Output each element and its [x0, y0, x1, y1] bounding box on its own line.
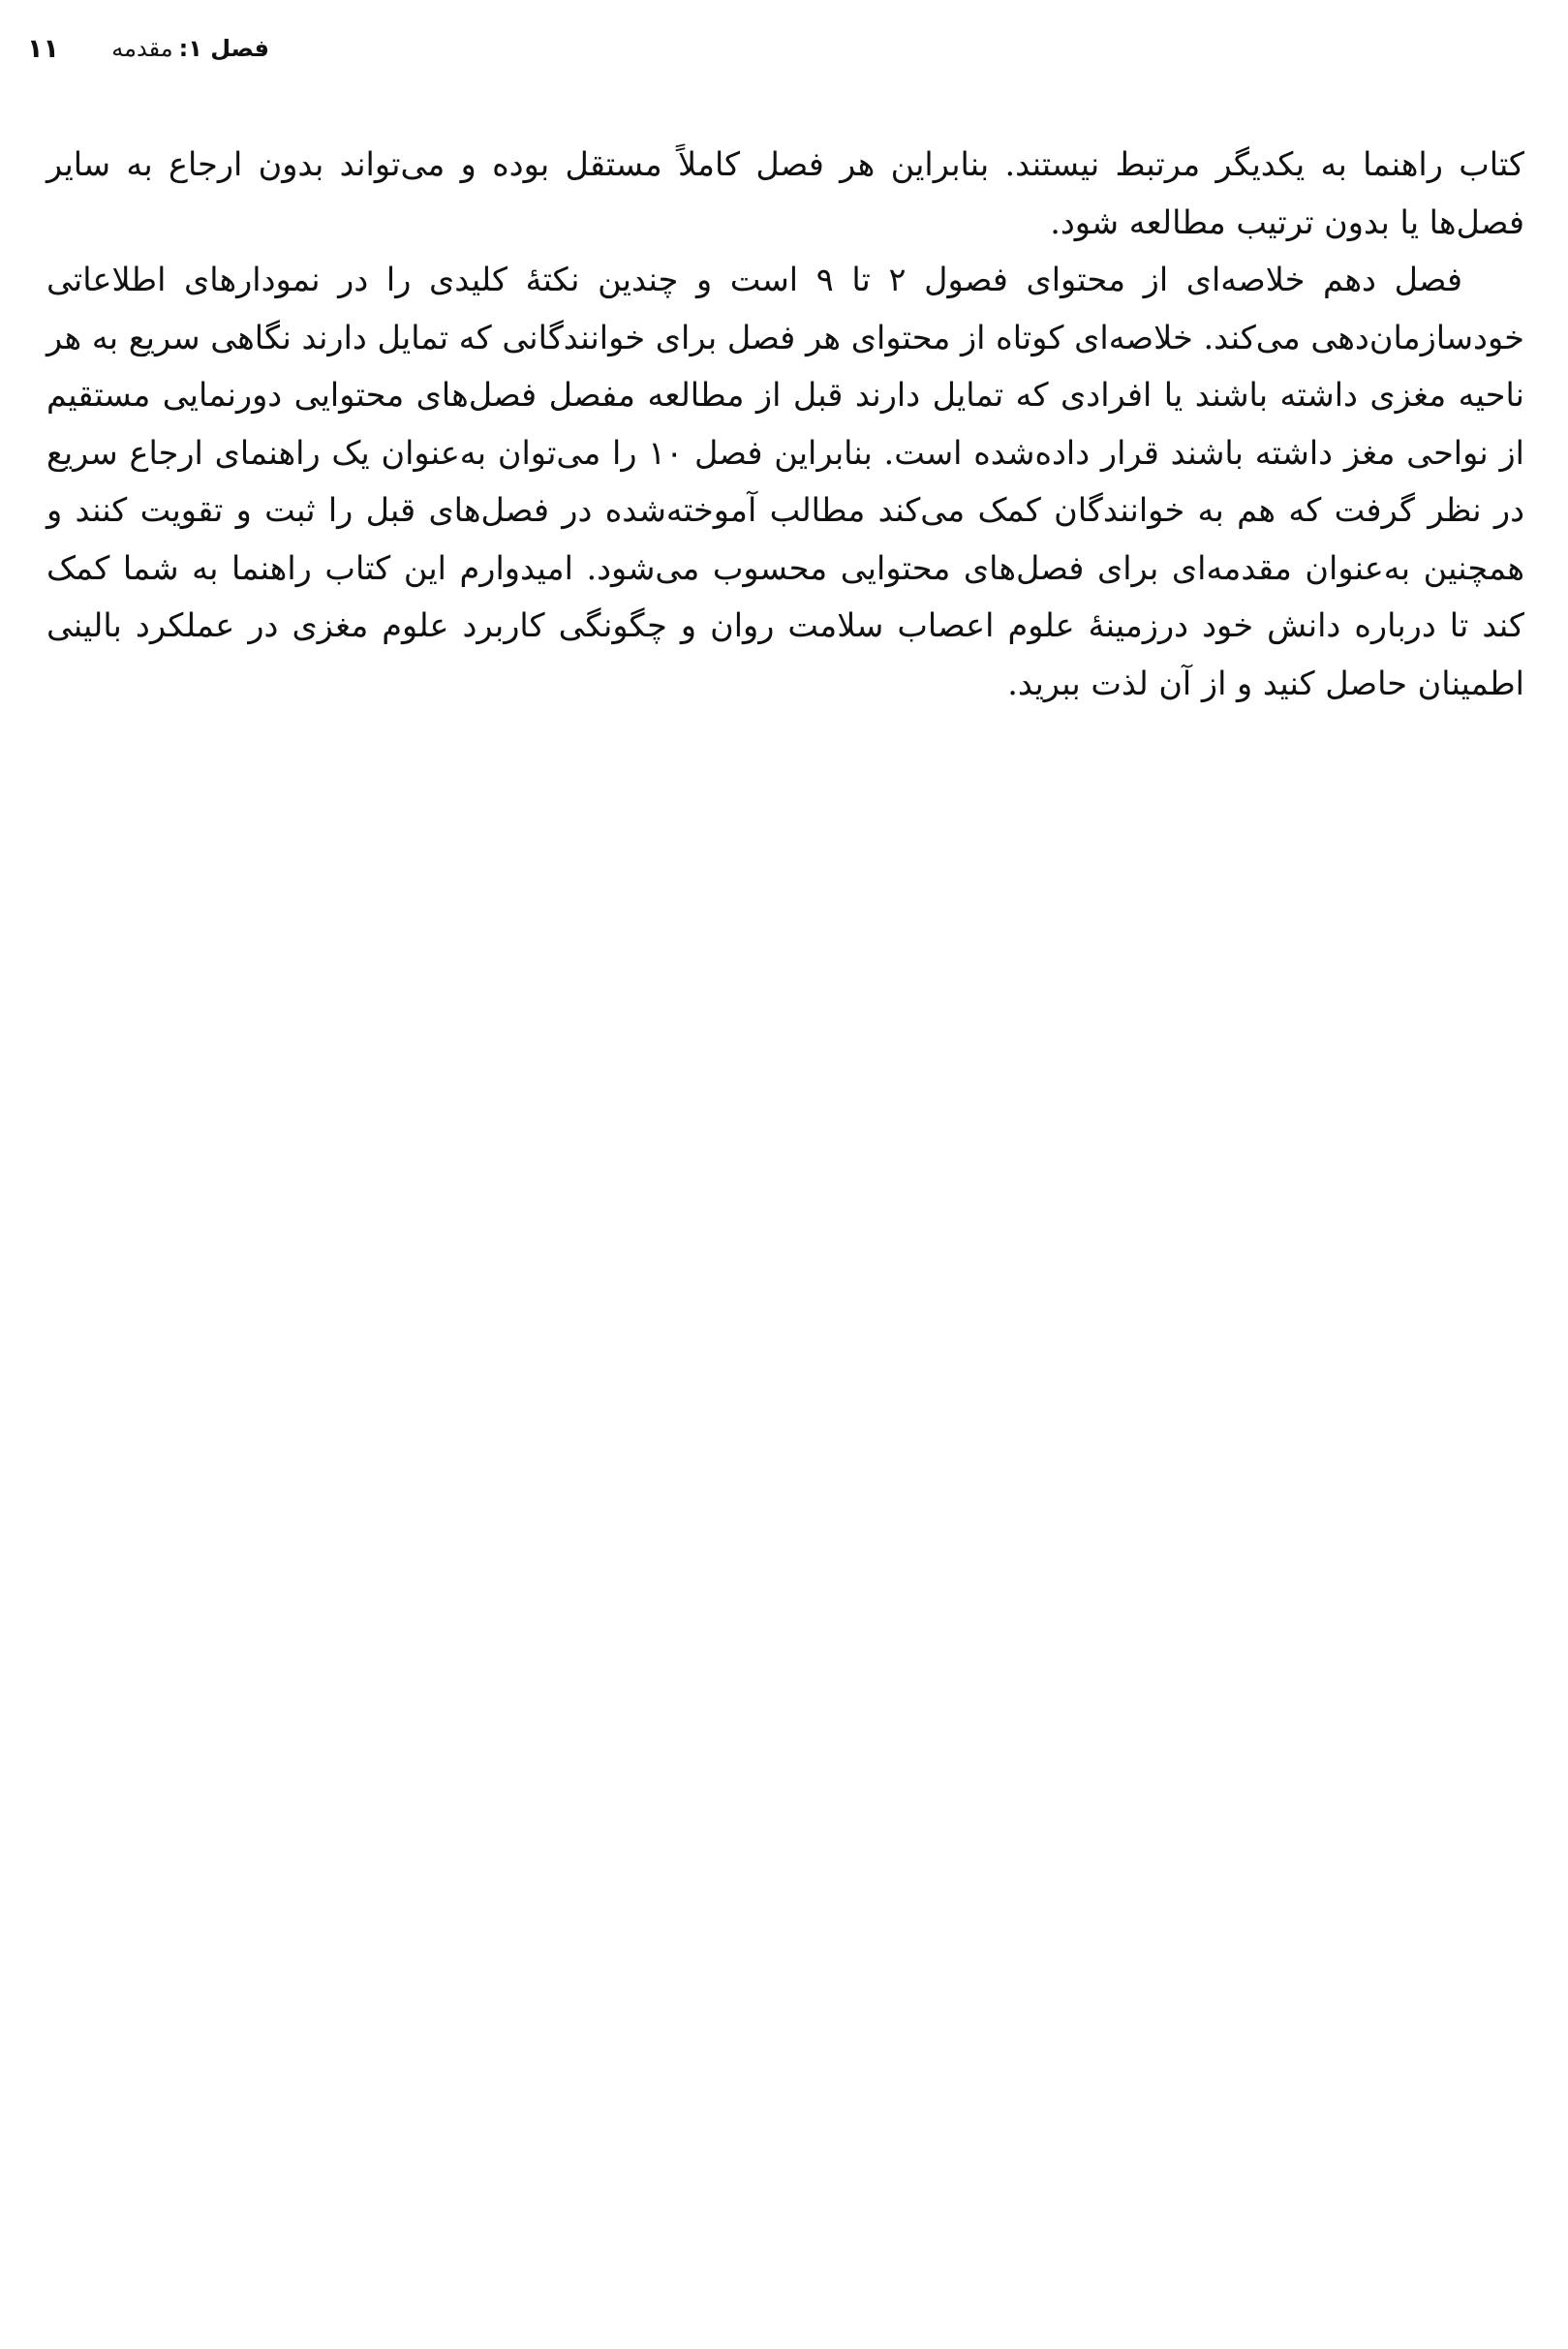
page-number: ۱۱ [27, 33, 59, 64]
paragraph-1: کتاب راهنما به یکدیگر مرتبط نیستند. بنابراین هر فصل کاملاً مستقل بوده و می‌تواند بدون ارجاع به سایر فصل‌ها یا بدون ترتیب مطالعه شود. [46, 145, 1524, 241]
chapter-number-label: فصل ۱: [178, 35, 269, 62]
chapter-title: مقدمه [111, 35, 173, 62]
paragraph-2: فصل دهم خلاصه‌ای از محتوای فصول ۲ تا ۹ است و چندین نکتهٔ کلیدی را در نمودارهای اطلاعاتی خودسازمان‌دهی می‌کند. خلاصه‌ای کوتاه از محتوای هر فصل برای خوانندگانی که تمایل دارند نگاهی سریع به هر ناحیه مغزی داشته باشند یا افرادی که تمایل دارند قبل از مطالعه مفصل فصل‌های محتوایی دورنمایی مستقیم از نواحی مغز داشته باشند قرار داده‌شده است. بنابراین فصل ۱۰ را می‌توان به‌عنوان یک راهنمای ارجاع سریع در نظر گرفت که هم به خوانندگان کمک می‌کند مطالب آموخته‌شده در فصل‌های قبل را ثبت و تقویت کنند و همچنین به‌عنوان مقدمه‌ای برای فصل‌های محتوایی محسوب می‌شود. امیدوارم این کتاب راهنما به شما کمک کند تا درباره دانش خود درزمینهٔ علوم اعصاب سلامت روان و چگونگی کاربرد علوم مغزی در عملکرد بالینی اطمینان حاصل کنید و از آن لذت ببرید. [46, 261, 1524, 702]
chapter-label [111, 35, 269, 62]
running-header [27, 29, 269, 68]
body-text [46, 136, 1524, 712]
